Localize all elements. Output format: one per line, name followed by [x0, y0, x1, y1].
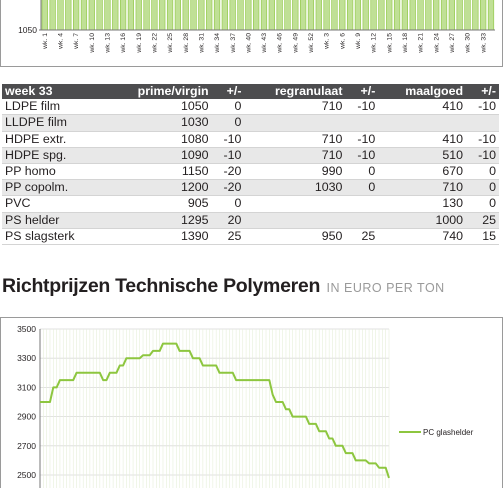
- bar: [426, 0, 432, 30]
- table-cell: 15: [466, 228, 499, 244]
- table-cell: -10: [345, 131, 378, 147]
- x-tick-label: wk. 37: [229, 33, 237, 53]
- bottom-chart-plot: [1, 318, 502, 488]
- bar: [128, 0, 134, 30]
- x-tick-label: wk. 15: [386, 33, 394, 53]
- column-header: week 33: [2, 84, 106, 99]
- bar: [418, 0, 424, 30]
- row-label: HDPE extr.: [2, 131, 106, 147]
- table-cell: 1080: [106, 131, 212, 147]
- x-tick-label: wk. 12: [370, 33, 378, 53]
- bar: [230, 0, 236, 30]
- bar: [152, 0, 158, 30]
- top-chart-plot: [1, 0, 502, 66]
- series-line: [40, 344, 389, 478]
- bar: [488, 0, 494, 30]
- table-cell: 0: [466, 164, 499, 180]
- table-cell: 1390: [106, 228, 212, 244]
- x-tick-label: wk. 52: [308, 33, 316, 53]
- section-subtitle: IN EURO PER TON: [326, 281, 445, 295]
- bar: [120, 0, 126, 30]
- x-tick-label: wk. 31: [198, 33, 206, 53]
- bar: [246, 0, 252, 30]
- bar: [42, 0, 48, 30]
- x-tick-label: wk. 18: [402, 33, 409, 53]
- table-cell: [244, 212, 345, 228]
- x-tick-label: wk. 24: [433, 33, 441, 53]
- bar: [379, 0, 385, 30]
- table-cell: [244, 115, 345, 131]
- table-cell: 905: [106, 196, 212, 212]
- bar: [473, 0, 479, 30]
- bar: [105, 0, 111, 30]
- table-row: [2, 180, 499, 196]
- bar: [457, 0, 463, 30]
- table-cell: 1000: [378, 212, 466, 228]
- y-tick-label: 1050: [18, 25, 37, 35]
- bar: [58, 0, 64, 30]
- table-cell: 710: [378, 180, 466, 196]
- x-tick-label: wk. 46: [276, 33, 284, 53]
- x-tick-label: wk. 34: [214, 33, 222, 53]
- table-cell: [466, 115, 499, 131]
- bar: [292, 0, 298, 30]
- bar: [355, 0, 361, 30]
- bar: [222, 0, 228, 30]
- table-row: [2, 131, 499, 147]
- y-tick-label: 2500: [17, 470, 36, 480]
- row-label: PVC: [2, 196, 106, 212]
- table-cell: 670: [378, 164, 466, 180]
- bar: [81, 0, 87, 30]
- bar: [136, 0, 142, 30]
- bar: [97, 0, 103, 30]
- y-tick-label: 3300: [17, 353, 36, 364]
- bar: [261, 0, 267, 30]
- bar: [308, 0, 314, 30]
- bar: [159, 0, 165, 30]
- bar: [65, 0, 71, 30]
- bar: [441, 0, 447, 30]
- x-tick-label: wk. 3: [323, 33, 331, 49]
- table-cell: -10: [212, 147, 245, 163]
- bar: [449, 0, 455, 30]
- table-cell: 740: [378, 228, 466, 244]
- row-label: LLDPE film: [2, 115, 106, 131]
- bar: [285, 0, 291, 30]
- bar: [214, 0, 220, 30]
- bar: [277, 0, 283, 30]
- x-tick-label: wk. 1: [41, 33, 49, 49]
- bar: [371, 0, 377, 30]
- bar: [167, 0, 173, 30]
- x-tick-label: wk. 16: [120, 33, 128, 53]
- column-header: prime/virgin: [106, 84, 212, 99]
- row-label: PP copolm.: [2, 180, 106, 196]
- table-cell: 710: [244, 131, 345, 147]
- table-row: [2, 196, 499, 212]
- y-tick-label: 2900: [17, 411, 36, 422]
- x-tick-label: wk. 10: [88, 33, 96, 53]
- y-tick-label: 3500: [17, 324, 36, 334]
- table-cell: [378, 115, 466, 131]
- table-cell: -10: [212, 131, 245, 147]
- x-tick-label: wk. 43: [261, 33, 269, 53]
- table-cell: 20: [212, 212, 245, 228]
- table-row: [2, 99, 499, 115]
- table-cell: -10: [345, 99, 378, 115]
- column-header: +/-: [466, 84, 499, 99]
- x-tick-label: wk. 19: [135, 33, 143, 53]
- bar: [465, 0, 471, 30]
- column-header: +/-: [345, 84, 378, 99]
- bar: [73, 0, 79, 30]
- bar: [480, 0, 486, 30]
- table-row: [2, 228, 499, 244]
- bar: [402, 0, 408, 30]
- bar: [324, 0, 330, 30]
- row-label: HDPE spg.: [2, 147, 106, 163]
- table-cell: 410: [378, 131, 466, 147]
- table-cell: [244, 196, 345, 212]
- table-row: [2, 212, 499, 228]
- x-tick-label: wk. 7: [73, 33, 81, 49]
- bar: [300, 0, 306, 30]
- bar: [433, 0, 439, 30]
- table-cell: 0: [345, 164, 378, 180]
- column-header: regranulaat: [244, 84, 345, 99]
- legend-label: PC glashelder: [423, 428, 474, 437]
- bar: [175, 0, 181, 30]
- table-cell: -10: [466, 147, 499, 163]
- bar: [50, 0, 56, 30]
- table-cell: 950: [244, 228, 345, 244]
- table-cell: 990: [244, 164, 345, 180]
- section-heading: [2, 275, 445, 298]
- table-cell: 0: [212, 99, 245, 115]
- table-header-row: [2, 84, 499, 99]
- bar: [332, 0, 338, 30]
- x-tick-label: wk. 13: [104, 33, 112, 53]
- bar: [347, 0, 353, 30]
- table-cell: 0: [212, 196, 245, 212]
- x-tick-label: wk. 22: [151, 33, 159, 53]
- x-tick-label: wk. 28: [182, 33, 190, 53]
- row-label: PS slagsterk: [2, 228, 106, 244]
- bar: [206, 0, 212, 30]
- bar: [112, 0, 118, 30]
- table-cell: 25: [345, 228, 378, 244]
- bottom-chart: [0, 317, 503, 488]
- table-cell: [345, 196, 378, 212]
- table-cell: 130: [378, 196, 466, 212]
- table-cell: 0: [345, 180, 378, 196]
- bar: [199, 0, 205, 30]
- table-cell: 1030: [106, 115, 212, 131]
- table-cell: 0: [466, 180, 499, 196]
- bar: [191, 0, 197, 30]
- bar: [394, 0, 400, 30]
- table-cell: 710: [244, 147, 345, 163]
- x-tick-label: wk. 40: [245, 33, 253, 53]
- bar: [238, 0, 244, 30]
- x-tick-label: wk. 30: [464, 33, 472, 53]
- bar: [253, 0, 259, 30]
- table-cell: -10: [345, 147, 378, 163]
- bar: [410, 0, 416, 30]
- bar: [363, 0, 369, 30]
- table-cell: 510: [378, 147, 466, 163]
- table-row: [2, 147, 499, 163]
- table-cell: 1090: [106, 147, 212, 163]
- section-title: Richtprijzen Technische Polymeren: [2, 275, 321, 297]
- bar: [89, 0, 95, 30]
- price-table: [2, 84, 499, 245]
- table-cell: 1150: [106, 164, 212, 180]
- table-cell: 0: [212, 115, 245, 131]
- x-tick-label: wk. 21: [417, 33, 425, 53]
- table-cell: 710: [244, 99, 345, 115]
- bar: [144, 0, 150, 30]
- bar: [386, 0, 392, 30]
- top-chart: [0, 0, 503, 67]
- x-tick-label: wk. 4: [57, 33, 65, 49]
- table-cell: 1295: [106, 212, 212, 228]
- table-cell: 1030: [244, 180, 345, 196]
- y-tick-label: 3100: [17, 382, 36, 393]
- x-tick-label: wk. 33: [480, 33, 488, 53]
- table-cell: -10: [466, 131, 499, 147]
- row-label: PS helder: [2, 212, 106, 228]
- row-label: PP homo: [2, 164, 106, 180]
- table-cell: 1200: [106, 180, 212, 196]
- bar: [339, 0, 345, 30]
- x-tick-label: wk. 6: [339, 33, 347, 49]
- bar: [269, 0, 275, 30]
- y-tick-label: 2700: [17, 440, 36, 451]
- table-cell: [345, 115, 378, 131]
- x-tick-label: wk. 9: [355, 33, 362, 49]
- table-cell: -20: [212, 180, 245, 196]
- table-cell: -10: [466, 99, 499, 115]
- table-row: [2, 115, 499, 131]
- table-cell: -20: [212, 164, 245, 180]
- table-cell: 0: [466, 196, 499, 212]
- table-cell: 25: [466, 212, 499, 228]
- row-label: LDPE film: [2, 99, 106, 115]
- table-cell: 410: [378, 99, 466, 115]
- table-row: [2, 164, 499, 180]
- table-cell: 25: [212, 228, 245, 244]
- column-header: +/-: [212, 84, 245, 99]
- x-tick-label: wk. 49: [292, 33, 300, 53]
- table-cell: [345, 212, 378, 228]
- bar: [183, 0, 189, 30]
- column-header: maalgoed: [378, 84, 466, 99]
- x-tick-label: wk. 27: [448, 33, 456, 53]
- x-tick-label: wk. 25: [167, 33, 175, 53]
- bar: [316, 0, 322, 30]
- table-cell: 1050: [106, 99, 212, 115]
